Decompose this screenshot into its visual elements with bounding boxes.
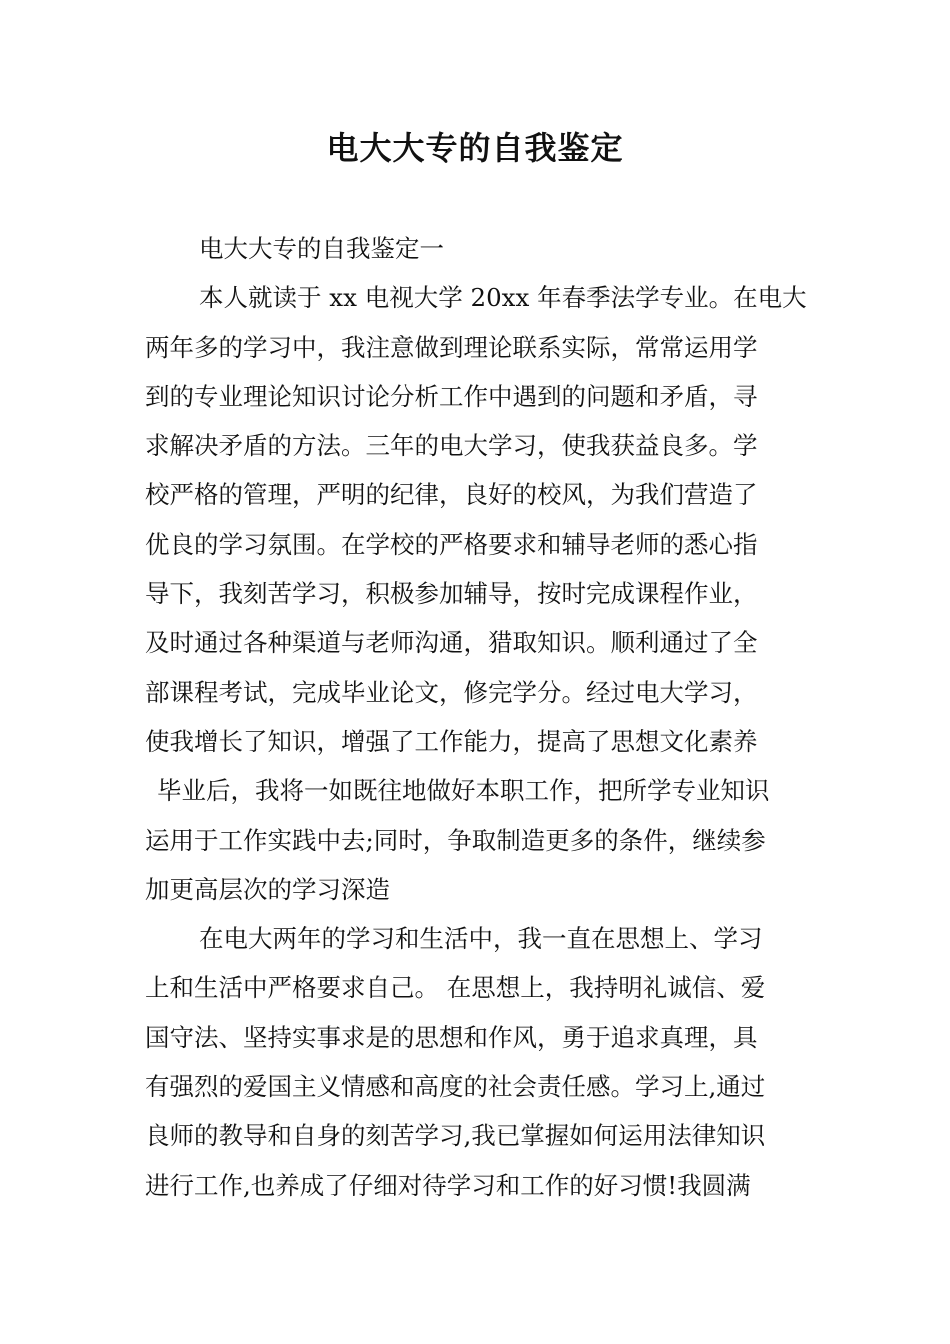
paragraph-line: 优良的学习氛围。在学校的严格要求和辅导老师的悉心指 — [145, 529, 758, 559]
paragraph-line: 使我增长了知识，增强了工作能力，提高了思想文化素养 — [145, 726, 758, 756]
paragraph-line: 部课程考试，完成毕业论文，修完学分。经过电大学习， — [145, 677, 758, 707]
document-body — [145, 224, 810, 1210]
paragraph-line: 本人就读于 xx 电视大学 20xx 年春季法学专业。在电大 — [199, 283, 807, 313]
paragraph-line: 求解决矛盾的方法。三年的电大学习，使我获益良多。学 — [145, 431, 758, 461]
paragraph-line: 良师的教导和自身的刻苦学习,我已掌握如何运用法律知识 — [145, 1121, 766, 1151]
paragraph-line: 国守法、坚持实事求是的思想和作风，勇于追求真理，具 — [145, 1022, 758, 1052]
paragraph-line: 导下，我刻苦学习，积极参加辅导，按时完成课程作业， — [145, 579, 758, 609]
document-title: 电大大专的自我鉴定 — [326, 129, 624, 167]
paragraph-line: 到的专业理论知识讨论分析工作中遇到的问题和矛盾，寻 — [145, 381, 758, 411]
paragraph-line: 在电大两年的学习和生活中，我一直在思想上、学习 — [199, 924, 763, 954]
paragraph-line: 运用于工作实践中去;同时，争取制造更多的条件，继续参 — [145, 825, 766, 855]
paragraph-line: 加更高层次的学习深造 — [145, 874, 390, 904]
paragraph-line: 进行工作,也养成了仔细对待学习和工作的好习惯!我圆满 — [145, 1170, 751, 1200]
paragraph-line: 校严格的管理，严明的纪律，良好的校风，为我们营造了 — [145, 480, 758, 510]
paragraph-line: 两年多的学习中，我注意做到理论联系实际，常常运用学 — [145, 332, 758, 362]
paragraph-line: 有强烈的爱国主义情感和高度的社会责任感。学习上,通过 — [145, 1072, 766, 1102]
paragraph-line: 及时通过各种渠道与老师沟通，猎取知识。顺利通过了全 — [145, 628, 758, 658]
section-heading: 电大大专的自我鉴定一 — [199, 234, 444, 263]
paragraph-line: 上和生活中严格要求自己。 在思想上，我持明礼诚信、爱 — [145, 973, 766, 1003]
paragraph-line: 毕业后，我将一如既往地做好本职工作，把所学专业知识 — [157, 776, 770, 806]
